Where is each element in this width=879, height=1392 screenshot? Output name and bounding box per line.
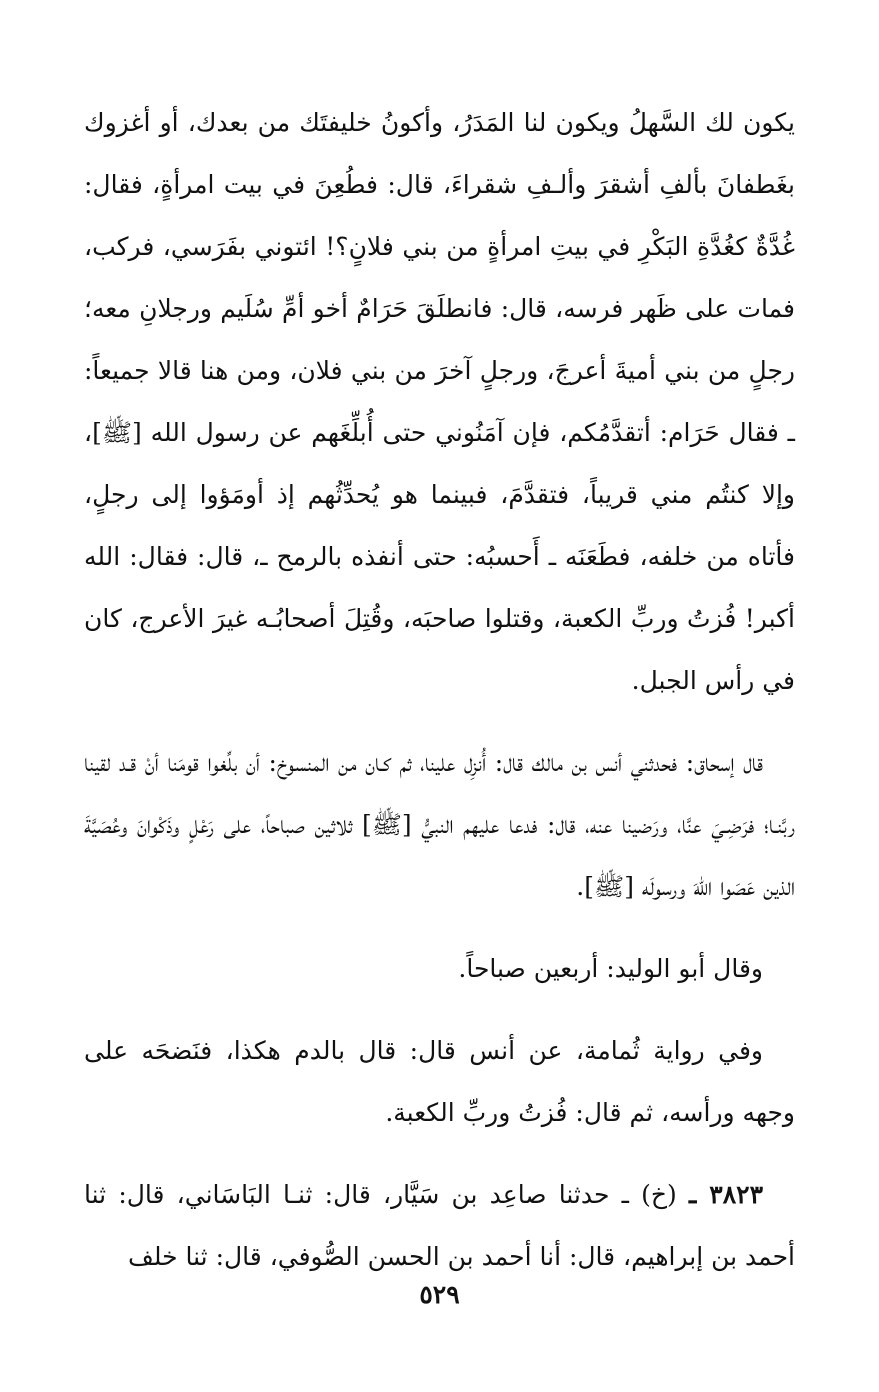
page-number: ٥٢٩: [419, 1280, 460, 1309]
paragraph-5-text: (خ) ـ حدثنا صاعِد بن سَيَّار، قال: ثنـا البَاسَاني، قال: ثنا أحمد بن إبراهيم، قال: أنا أحمد بن الحسن الصُّوفي، قال: ثنا خلف: [84, 1180, 795, 1271]
hadith-number: ٣٨٢٣ ـ: [689, 1180, 763, 1209]
paragraph-2: قال إسحاق: فحدثني أنس بن مالك قال: أُنزِل علينا، ثم كـان من المنسوخ: أن بلِّغوا قومَنا أنْ قـد لقينا ربَّنـا؛ فرَضِـيَ عنَّا، ورَضينا عنه، قال: فدعا عليهم النبيُّ [ﷺ] ثلاثين صباحاً، على رَعْلٍ وذَكْوانَ وعُصَيَّةَ الذين عَصَوا اللهَ ورسولَه [ﷺ].: [84, 748, 795, 901]
body-text: [84, 92, 795, 1288]
paragraph-4: وفي رواية ثُمامة، عن أنس قال: قال بالدم هكذا، فنَضحَه على وجهه ورأسه، ثم قال: فُزتُ وربِّ الكعبة.: [84, 1036, 795, 1127]
paragraph-1: يكون لك السَّهلُ ويكون لنا المَدَرُ، وأكونُ خليفتَك من بعدك، أو أغزوك بغَطفانَ بألفِ أشقرَ وألـفِ شقراءَ، قال: فطُعِنَ في بيت امرأةٍ، فقال: غُدَّةٌ كغُدَّةِ البَكْرِ في بيتِ امرأةٍ من بني فلانٍ؟! ائتوني بفَرَسي، فركب، فمات على ظَهر فرسه، قال: فانطلَقَ حَرَامٌ أخو أمِّ سُلَيم ورجلانِ معه؛ رجلٍ من بني أميةَ أعرجَ، ورجلٍ آخرَ من بني فلان، ومن هنا قالا جميعاً: ـ فقال حَرَام: أتقدَّمُكم، فإن آمَنُوني حتى أُبلِّغَهم عن رسول الله [ﷺ]، وإلا كنتُم مني قريباً، فتقدَّمَ، فبينما هو يُحدِّثُهم إذ أومَؤوا إلى رجلٍ، فأتاه من خلفه، فطَعَنَه ـ أَحسبُه: حتى أنفذه بالرمح ـ، قال: فقال: الله أكبر! فُزتُ وربِّ الكعبة، وقتلوا صاحبَه، وقُتِلَ أصحابُـه غيرَ الأعرج، كان في رأس الجبل.: [84, 108, 795, 695]
paragraph-5: [84, 1164, 795, 1288]
paragraph-3: وقال أبو الوليد: أربعين صباحاً.: [458, 954, 763, 983]
